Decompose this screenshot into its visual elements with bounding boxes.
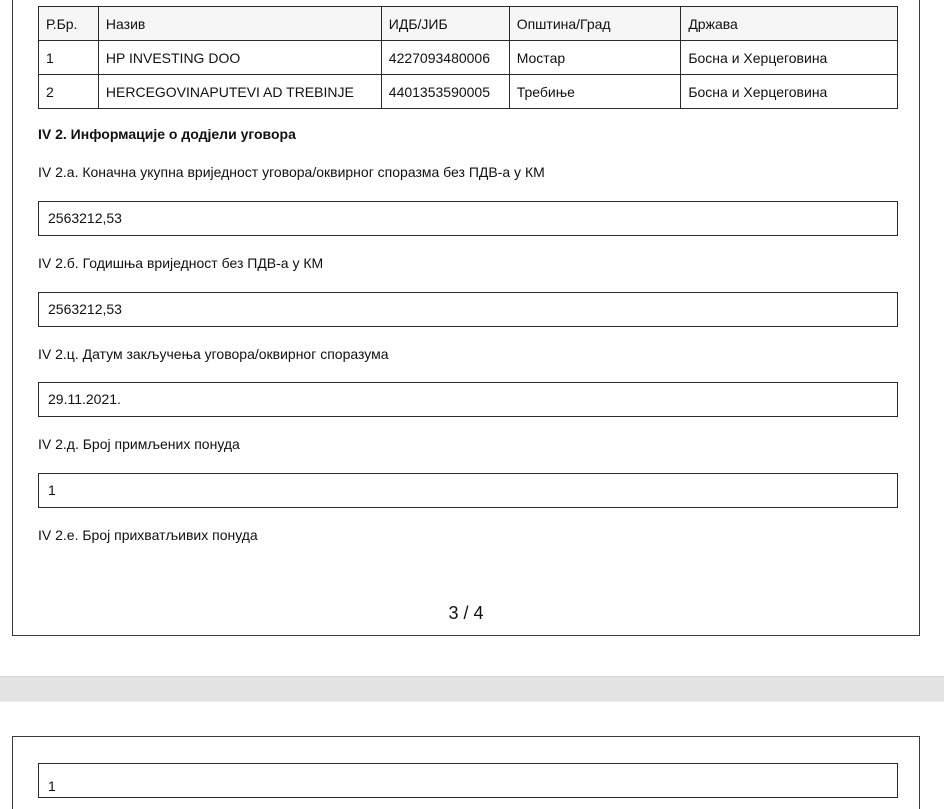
field-value-acceptable-offers: 1: [38, 763, 898, 798]
col-header-number: Р.Бр.: [39, 7, 99, 41]
table-row: [39, 75, 898, 109]
field-label-final-value: IV 2.а. Коначна укупна вриједност уговора/оквирног споразма без ПДВ-а у КМ: [38, 164, 545, 180]
cell-country: Босна и Херцеговина: [681, 75, 898, 109]
cell-id: 4401353590005: [381, 75, 509, 109]
cell-name: HP INVESTING DOO: [98, 41, 381, 75]
field-label-received-offers: IV 2.д. Број примљених понуда: [38, 436, 240, 452]
document-page-3: [12, 0, 920, 636]
document-page-4: [12, 736, 920, 809]
field-value-contract-date: 29.11.2021.: [38, 382, 898, 417]
section-title: IV 2. Информације о додјели уговора: [38, 126, 296, 142]
bidders-table: [38, 6, 898, 109]
cell-municipality: Требиње: [509, 75, 681, 109]
field-label-contract-date: IV 2.ц. Датум закључења уговора/оквирног споразума: [38, 346, 389, 362]
col-header-name: Назив: [98, 7, 381, 41]
col-header-id: ИДБ/ЈИБ: [381, 7, 509, 41]
field-value-final-value: 2563212,53: [38, 201, 898, 236]
cell-country: Босна и Херцеговина: [681, 41, 898, 75]
cell-number: 1: [39, 41, 99, 75]
field-value-annual-value: 2563212,53: [38, 292, 898, 327]
cell-number: 2: [39, 75, 99, 109]
field-value-received-offers: 1: [38, 473, 898, 508]
page-separator: [0, 676, 944, 702]
field-label-annual-value: IV 2.б. Годишња вриједност без ПДВ-а у КМ: [38, 255, 324, 271]
col-header-country: Држава: [681, 7, 898, 41]
cell-municipality: Мостар: [509, 41, 681, 75]
col-header-municipality: Општина/Град: [509, 7, 681, 41]
page-number: 3 / 4: [448, 603, 484, 623]
table-header-row: [39, 7, 898, 41]
table-row: [39, 41, 898, 75]
cell-name: HERCEGOVINAPUTEVI AD TREBINJE: [98, 75, 381, 109]
cell-id: 4227093480006: [381, 41, 509, 75]
field-label-acceptable-offers: IV 2.е. Број прихватљивих понуда: [38, 527, 258, 543]
